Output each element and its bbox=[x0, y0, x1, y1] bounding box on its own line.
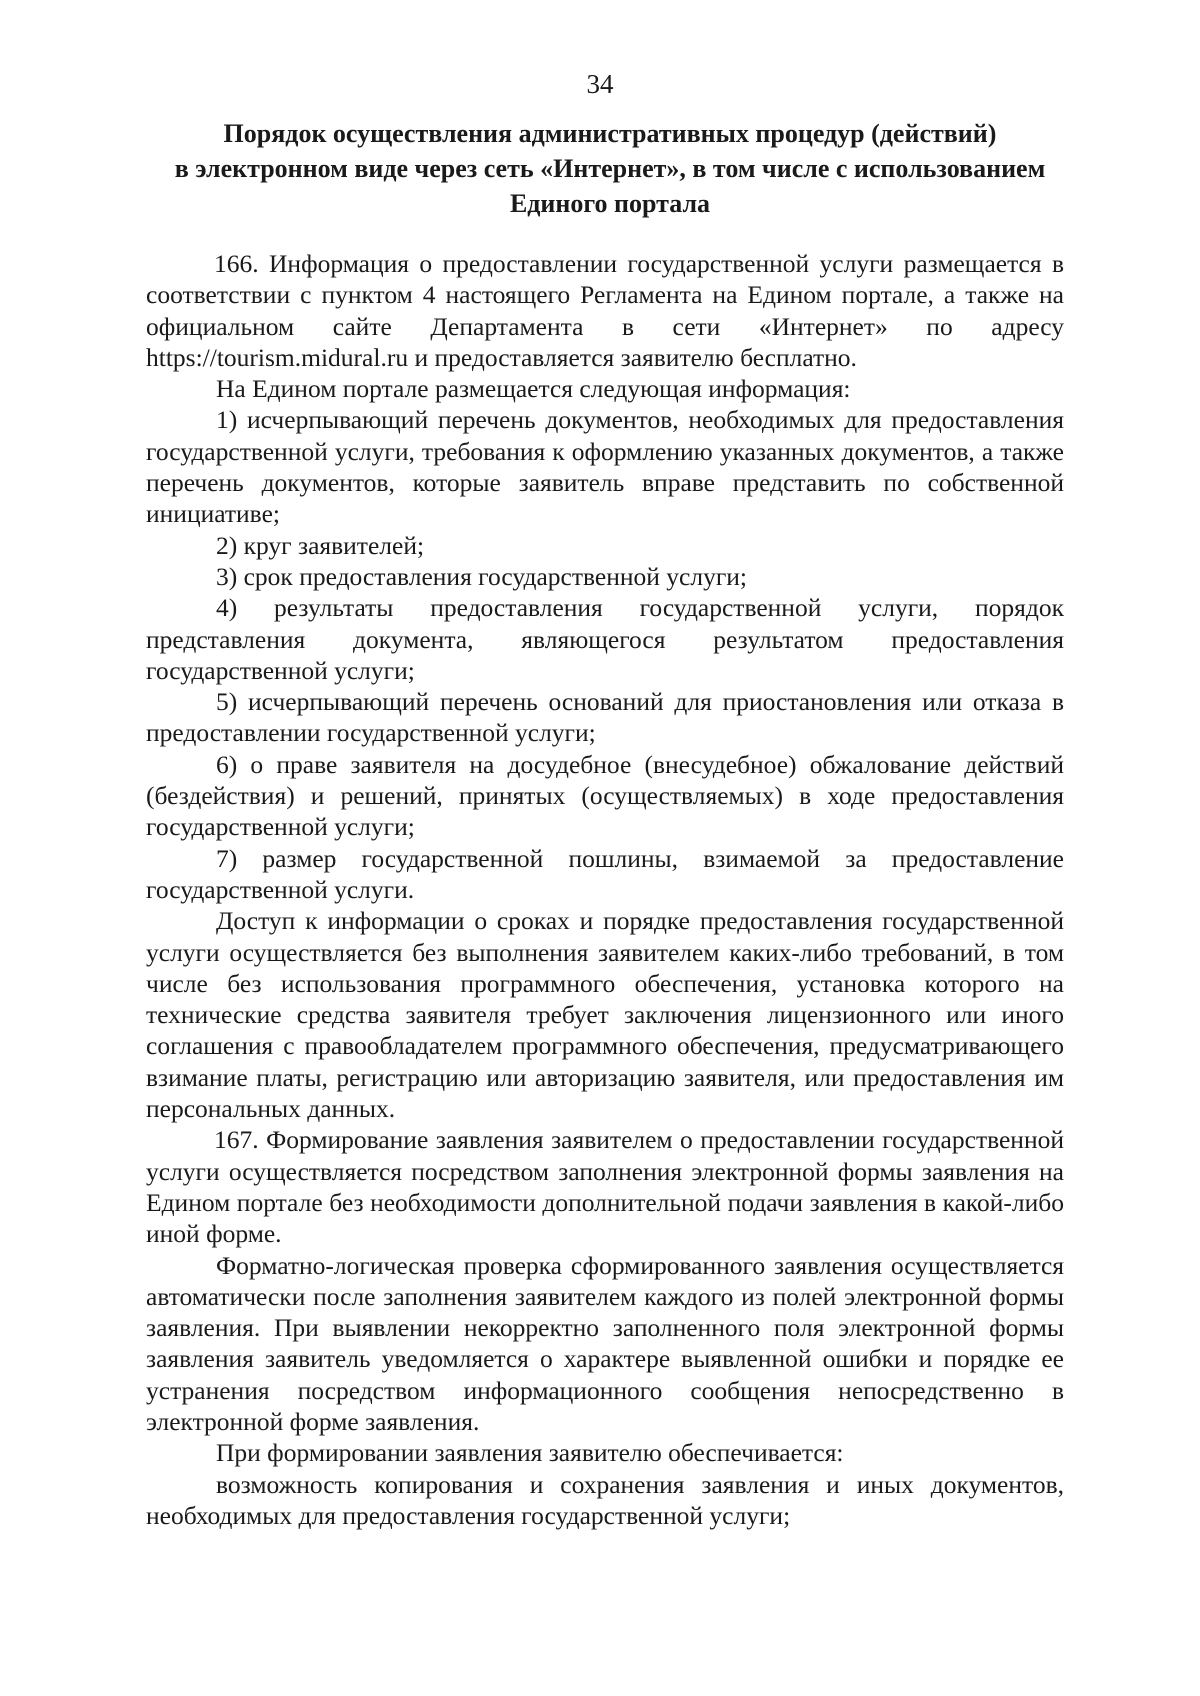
paragraph-portal-info-intro: На Едином портале размещается следующая информация: bbox=[216, 374, 851, 404]
paragraph-166: 166. Информация о предоставлении государственной услуги размещается в соответствии с пунктом 4 настоящего Регламента на Едином портале, а также на официальном сайте Департамента в сети «Интернет» по адресу https://tourism.midural.ru и предоставляется заявителю бесплатно. bbox=[146, 249, 1064, 372]
list-item-7: 7) размер государственной пошлины, взимаемой за предоставление государственной услуги. bbox=[146, 843, 1064, 904]
list-item-6: 6) о праве заявителя на досудебное (внесудебное) обжалование действий (бездействия) и решений, принятых (осуществляемых) в ходе предоставления государственной услуги; bbox=[146, 749, 1064, 842]
paragraph-167: 167. Формирование заявления заявителем о предоставлении государственной услуги осуществляется посредством заполнения электронной формы заявления на Едином портале без необходимости дополнительной подачи заявления в какой-либо иной форме. bbox=[146, 1125, 1064, 1249]
list-item-5: 5) исчерпывающий перечень оснований для приостановления или отказа в предоставлении государственной услуги; bbox=[146, 687, 1064, 748]
paragraph-provision-intro: При формировании заявления заявителю обеспечивается: bbox=[216, 1438, 844, 1468]
list-item-1: 1) исчерпывающий перечень документов, необходимых для предоставления государственной услуги, требования к оформлению указанных документов, а также перечень документов, которые заявитель вправе представить по собственной инициативе; bbox=[146, 405, 1064, 529]
paragraph-access-info: Доступ к информации о сроках и порядке предоставления государственной услуги осуществляется без выполнения заявителем каких-либо требований, в том числе без использования программного обеспечения, установка которого на технические средства заявителя требует заключения лицензионного или иного соглашения с правообладателем программного обеспечения, предусматривающего взимание платы, регистрацию или авторизацию заявителя, или предоставления им персональных данных. bbox=[146, 906, 1064, 1124]
heading-line: Единого портала bbox=[509, 189, 711, 218]
paragraph-copy-save: возможность копирования и сохранения заявления и иных документов, необходимых для предоставления государственной услуги; bbox=[146, 1469, 1064, 1530]
heading-line: Порядок осуществления административных процедур (действий) bbox=[223, 119, 997, 148]
section-heading bbox=[146, 116, 1074, 221]
document-body bbox=[146, 248, 1064, 1531]
list-item-4: 4) результаты предоставления государственной услуги, порядок представления документа, являющегося результатом предоставления государственной услуги; bbox=[146, 593, 1064, 685]
page-number: 34 bbox=[586, 69, 614, 99]
list-item-3: 3) срок предоставления государственной услуги; bbox=[216, 561, 748, 591]
paragraph-format-check: Форматно-логическая проверка сформированного заявления осуществляется автоматически после заполнения заявителем каждого из полей электронной формы заявления. При выявлении некорректно заполненного поля электронной формы заявления заявитель уведомляется о характере выявленной ошибки и порядке ее устранения посредством информационного сообщения непосредственно в электронной форме заявления. bbox=[146, 1250, 1064, 1436]
heading-line: в электронном виде через сеть «Интернет», в том числе с использованием bbox=[174, 154, 1046, 183]
list-item-2: 2) круг заявителей; bbox=[216, 530, 425, 560]
